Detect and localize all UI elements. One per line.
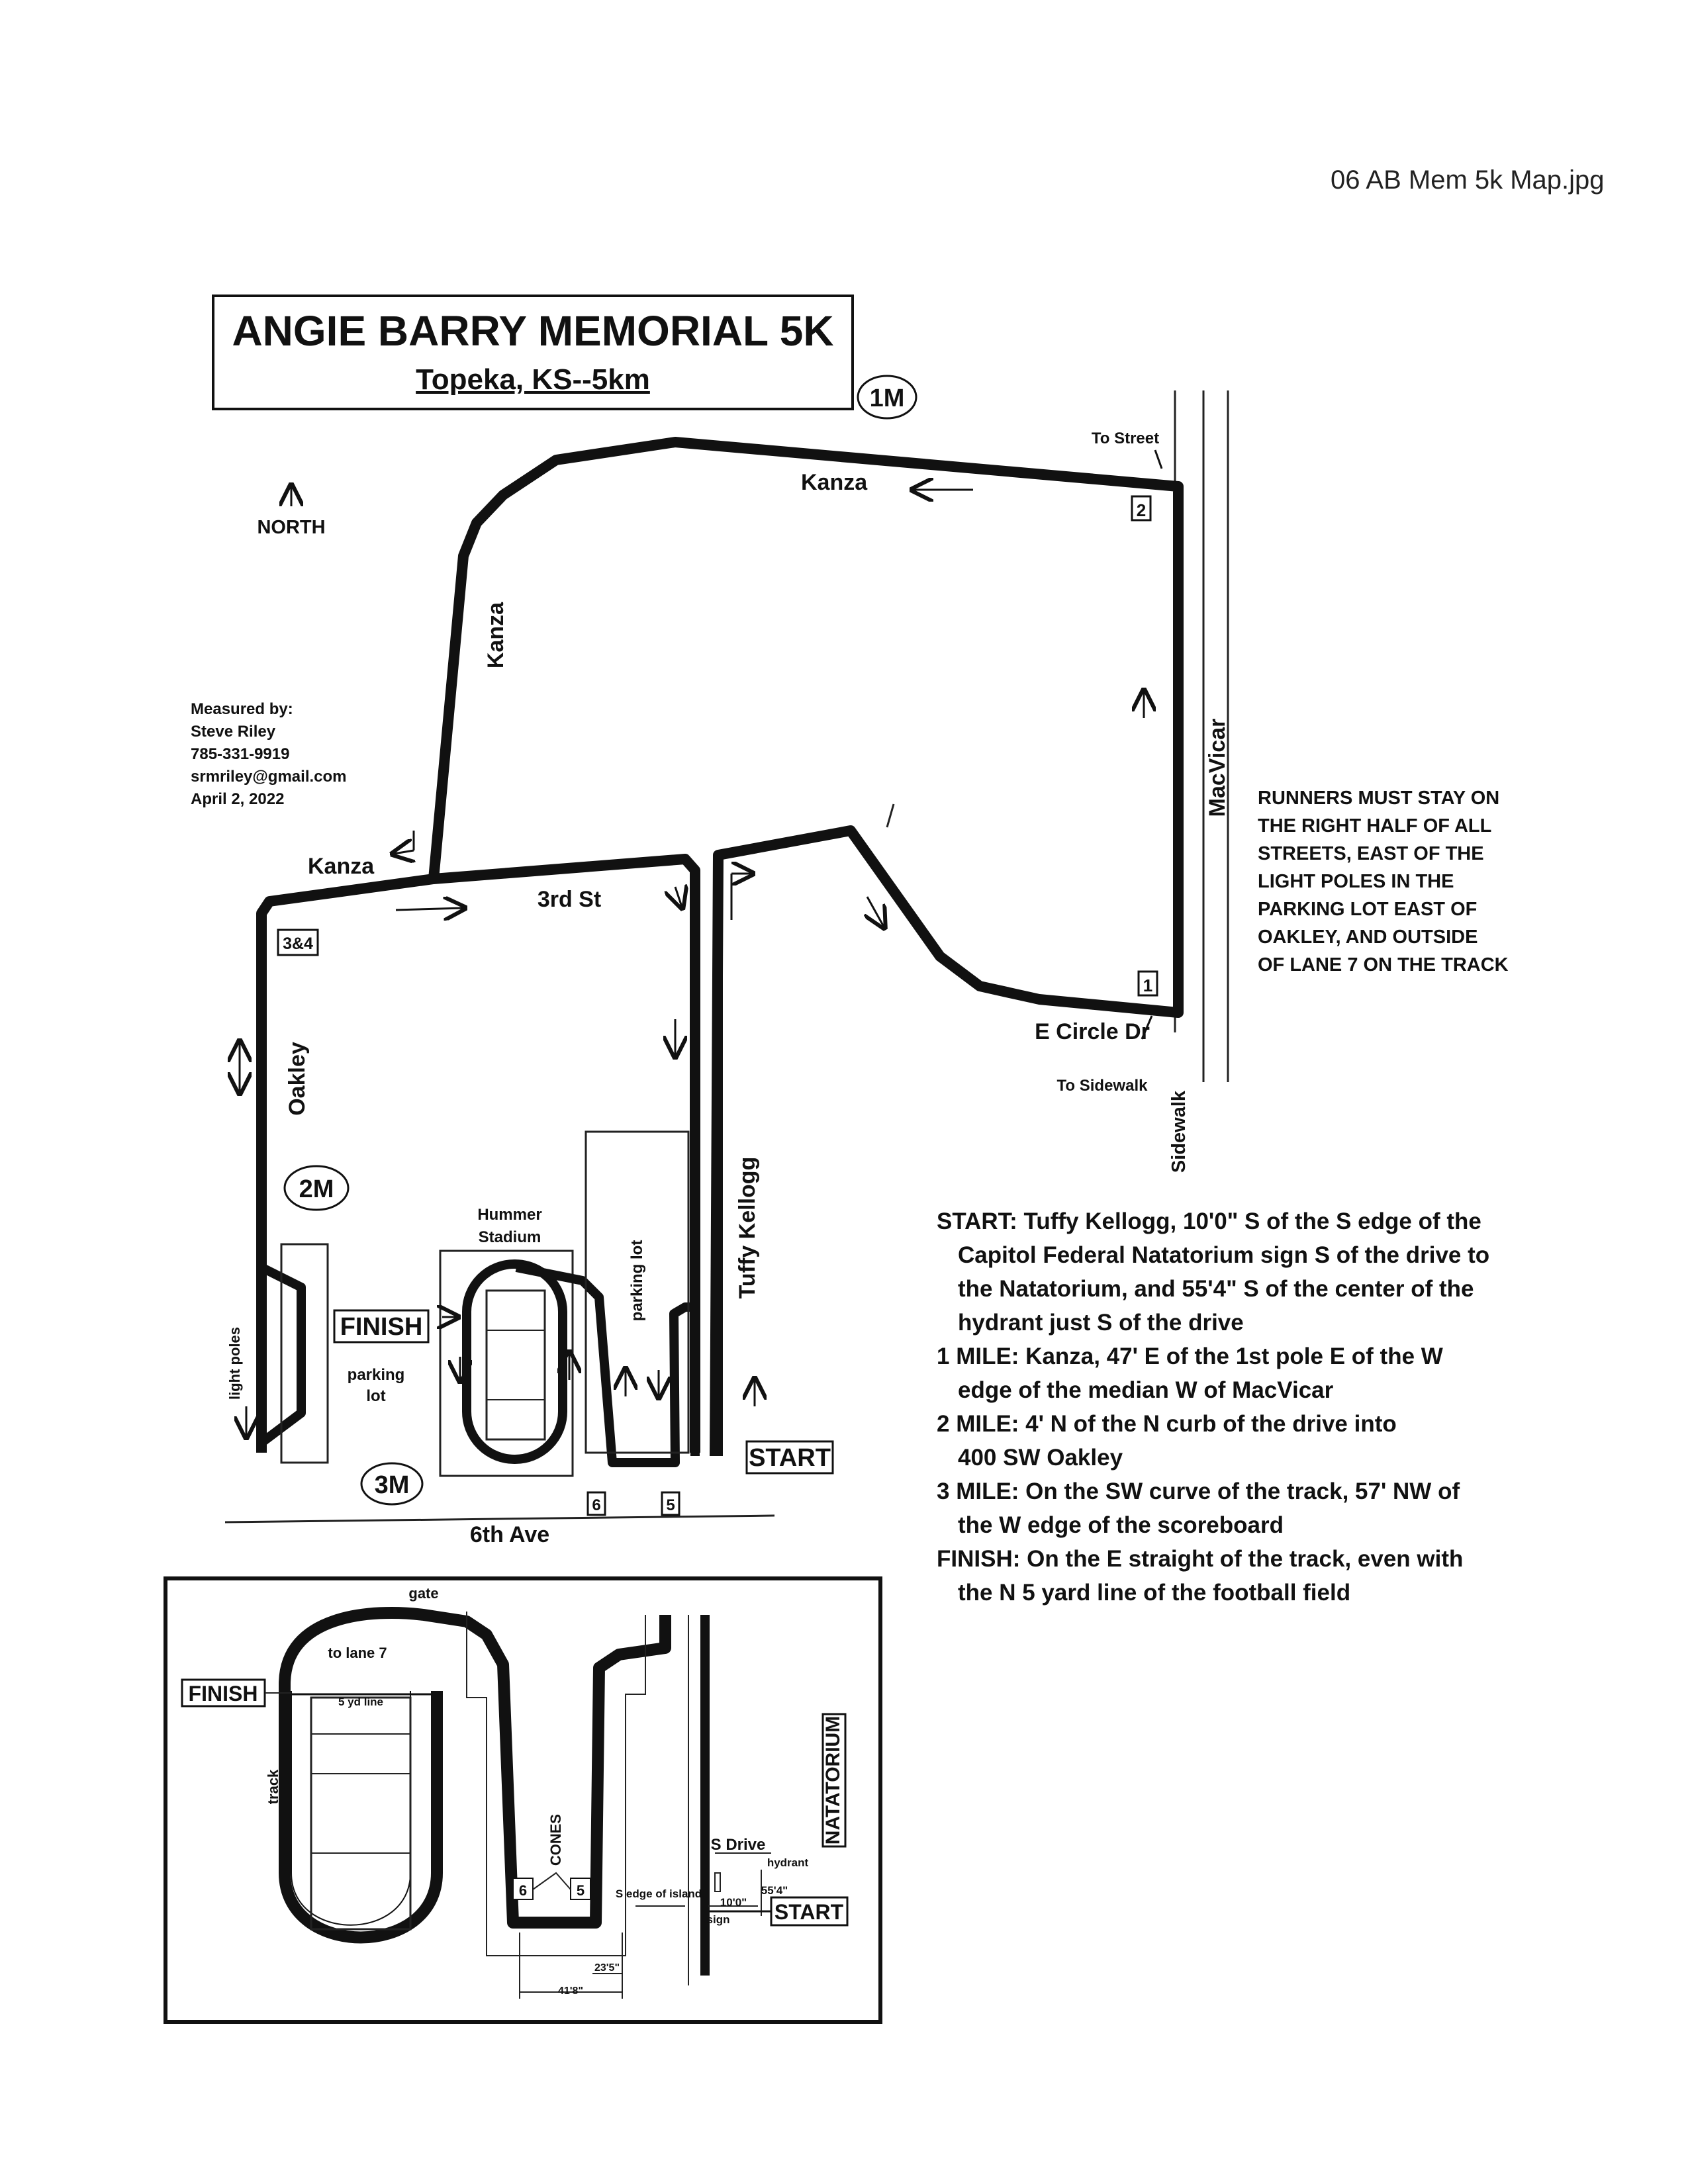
street-kanza-top: Kanza	[801, 470, 868, 495]
notice-line: THE RIGHT HALF OF ALL	[1258, 815, 1492, 837]
inset-finish-marker	[182, 1680, 265, 1706]
svg-text:2M: 2M	[299, 1175, 334, 1203]
note-to-street: To Street	[1091, 430, 1160, 447]
svg-text:START: START	[749, 1444, 831, 1472]
note-line: hydrant just S of the drive	[958, 1310, 1244, 1336]
inset-football-field	[311, 1698, 410, 1929]
direction-arrows	[240, 450, 1162, 1436]
notice-line: LIGHT POLES IN THE	[1258, 871, 1454, 892]
parking-lot-right-label: parking lot	[628, 1240, 646, 1322]
measurer-phone: 785-331-9919	[191, 745, 290, 763]
start-marker	[747, 1441, 833, 1473]
inset-s-edge-label: S edge of island	[615, 1888, 702, 1900]
u-loop-route	[516, 1267, 695, 1463]
note-line: 1 MILE: Kanza, 47' E of the 1st pole E of the W	[937, 1343, 1443, 1369]
light-poles-label: light poles	[226, 1327, 243, 1400]
note-line: Capitol Federal Natatorium sign S of the drive to	[958, 1242, 1490, 1268]
inset-start-marker	[771, 1897, 847, 1925]
street-oakley: Oakley	[285, 1042, 310, 1116]
inset-dist-10-label: 10'0"	[720, 1896, 747, 1909]
note-line: the W edge of the scoreboard	[958, 1512, 1284, 1538]
inset-point-5-label: 5	[576, 1882, 585, 1899]
inset-dist-55-label: 55'4"	[761, 1884, 788, 1897]
inset-gate-label: gate	[408, 1585, 439, 1602]
svg-text:FINISH: FINISH	[340, 1313, 423, 1341]
svg-text:FINISH: FINISH	[188, 1682, 258, 1706]
svg-text:1: 1	[1143, 976, 1153, 995]
svg-text:3&4: 3&4	[283, 934, 313, 953]
notice-line: PARKING LOT EAST OF	[1258, 899, 1477, 920]
svg-text:1M: 1M	[869, 385, 905, 412]
svg-text:2: 2	[1136, 500, 1147, 520]
mile2-marker	[285, 1166, 348, 1210]
note-line: FINISH: On the E straight of the track, even with	[937, 1546, 1464, 1572]
notice-line: OF LANE 7 ON THE TRACK	[1258, 954, 1509, 976]
measurer-name: Steve Riley	[191, 723, 276, 741]
note-line: 400 SW Oakley	[958, 1445, 1123, 1471]
note-line: 3 MILE: On the SW curve of the track, 57' NW of	[937, 1479, 1460, 1504]
street-3rd-st: 3rd St	[537, 887, 602, 912]
inset-to-lane7-label: to lane 7	[328, 1645, 387, 1661]
inset-hydrant-label: hydrant	[767, 1856, 809, 1869]
measurer-email: srmriley@gmail.com	[191, 768, 347, 786]
note-line: edge of the median W of MacVicar	[958, 1377, 1334, 1403]
svg-text:START: START	[774, 1900, 844, 1924]
parking-lot-left-label: parking	[347, 1366, 405, 1384]
track-oval	[467, 1264, 563, 1459]
hummer-stadium-label-2: Stadium	[478, 1228, 541, 1246]
notice-line: STREETS, EAST OF THE	[1258, 843, 1484, 864]
parking-lot-left-label-2: lot	[366, 1387, 386, 1405]
note-line: START: Tuffy Kellogg, 10'0" S of the S edge of the	[937, 1208, 1481, 1234]
point-1	[1139, 972, 1157, 995]
note-line: 2 MILE: 4' N of the N curb of the drive into	[937, 1411, 1397, 1437]
inset-sign-label: sign	[706, 1913, 730, 1926]
street-kanza-west: Kanza	[483, 602, 508, 669]
inset-dim-41-label: 41'8"	[557, 1985, 584, 1997]
measured-heading: Measured by:	[191, 700, 293, 718]
inset-natatorium-label: NATATORIUM	[822, 1715, 844, 1845]
street-kanza-lower: Kanza	[308, 854, 375, 879]
inset-dim-23-label: 23'5"	[594, 1962, 620, 1974]
svg-text:5: 5	[666, 1496, 675, 1514]
north-label: NORTH	[257, 517, 326, 538]
street-6th-ave: 6th Ave	[469, 1522, 550, 1547]
street-sidewalk: Sidewalk	[1168, 1090, 1190, 1173]
inset-s-drive-label: S Drive	[710, 1836, 766, 1854]
note-to-sidewalk: To Sidewalk	[1056, 1077, 1148, 1095]
svg-text:6: 6	[592, 1496, 601, 1514]
street-e-circle-dr: E Circle Dr	[1035, 1019, 1150, 1044]
finish-marker	[334, 1310, 428, 1342]
course-route-south	[695, 880, 718, 1456]
measured-date: April 2, 2022	[191, 790, 285, 808]
street-tuffy-kellogg: Tuffy Kellogg	[735, 1156, 760, 1299]
inset-5yd-line-label: 5 yd line	[338, 1696, 384, 1708]
notice-line: RUNNERS MUST STAY ON	[1258, 788, 1500, 809]
point-3-4	[278, 930, 318, 955]
mile3-marker	[361, 1463, 422, 1504]
svg-text:3M: 3M	[374, 1471, 410, 1499]
page-title: ANGIE BARRY MEMORIAL 5K	[232, 307, 834, 355]
note-line: the Natatorium, and 55'4" S of the center of the	[958, 1276, 1474, 1302]
page-subtitle: Topeka, KS--5km	[416, 363, 650, 396]
street-lines	[225, 390, 1228, 1522]
football-field	[487, 1291, 545, 1439]
point-5	[662, 1492, 679, 1515]
mile1-marker	[858, 376, 916, 418]
inset-point-6-label: 6	[518, 1882, 528, 1899]
hummer-stadium-label: Hummer	[477, 1206, 542, 1224]
note-line: the N 5 yard line of the football field	[958, 1580, 1351, 1606]
inset-route	[285, 1613, 665, 1938]
point-2	[1132, 496, 1150, 520]
file-label: 06 AB Mem 5k Map.jpg	[1331, 165, 1605, 195]
notice-line: OAKLEY, AND OUTSIDE	[1258, 927, 1478, 948]
inset-track-label: track	[265, 1769, 281, 1805]
inset-cones-label: CONES	[547, 1813, 564, 1866]
point-6	[588, 1492, 605, 1515]
inset-map	[165, 1578, 880, 2022]
street-macvicar: MacVicar	[1205, 718, 1230, 817]
